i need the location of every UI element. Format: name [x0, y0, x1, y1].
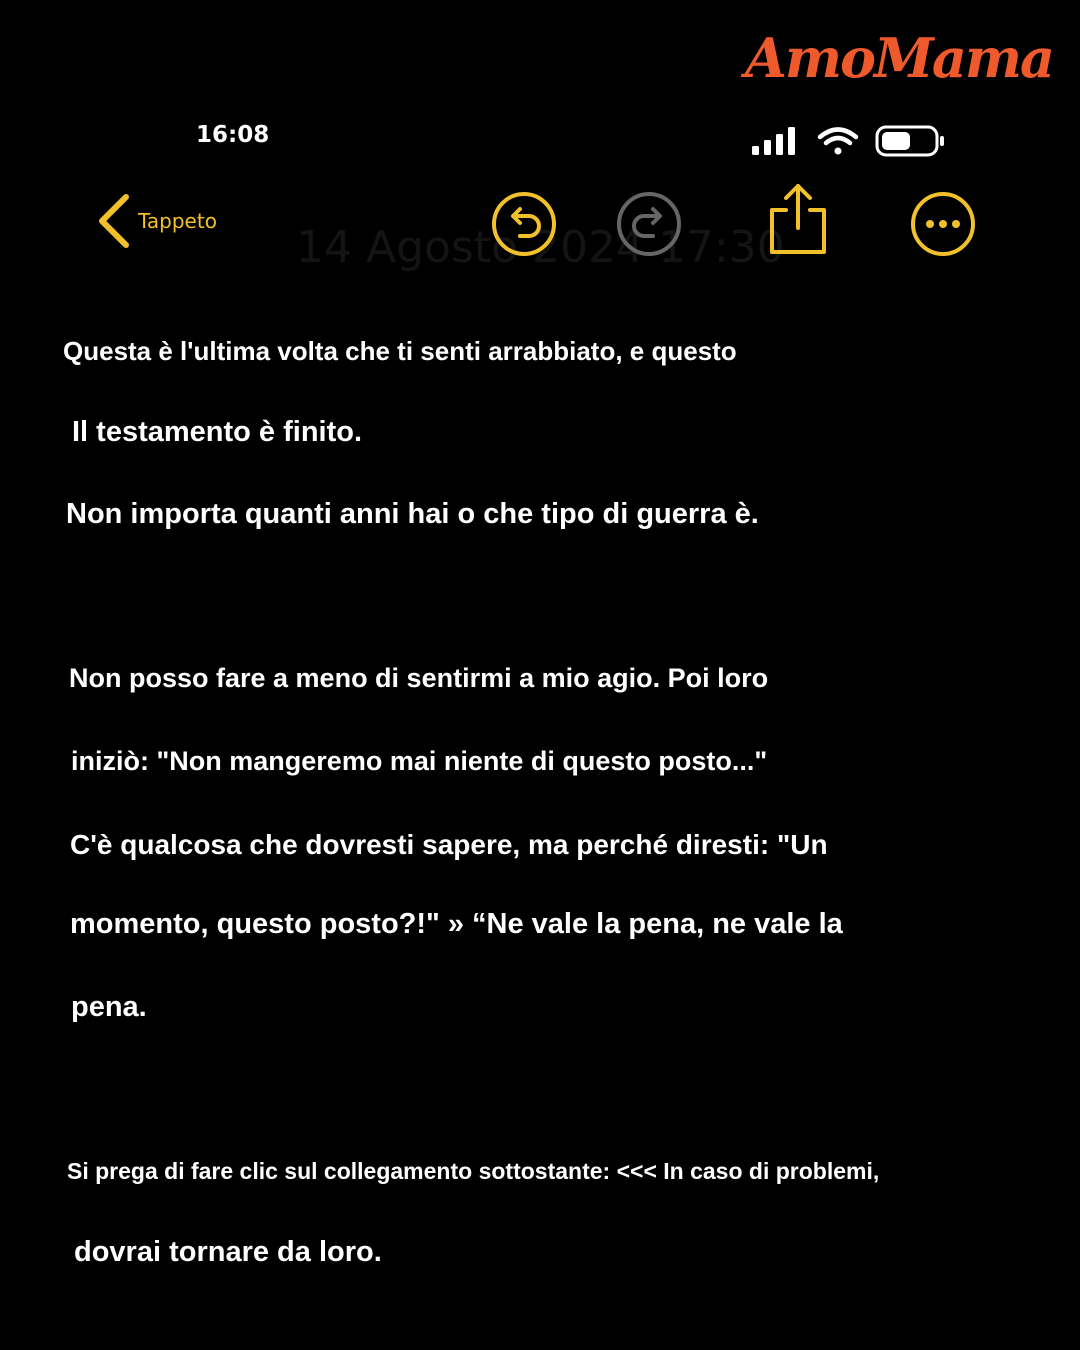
wifi-icon: [820, 130, 856, 155]
note-line: Non posso fare a meno di sentirmi a mio agio. Poi loro: [69, 663, 769, 693]
status-time: 16:08: [196, 122, 270, 148]
note-line: C'è qualcosa che dovresti sapere, ma perché diresti: "Un: [70, 829, 828, 860]
clipped-text-fragment: [78, 1306, 878, 1350]
faded-note-date: 14 Agosto 2024 17:30: [296, 222, 785, 273]
more-icon: [913, 194, 973, 254]
note-line: Il testamento è finito.: [72, 416, 363, 448]
note-line: dovrai tornare da loro.: [74, 1236, 382, 1268]
amomama-logo: AmoMama: [745, 26, 1053, 90]
redo-icon: [619, 194, 679, 254]
note-line: iniziò: "Non mangeremo mai niente di questo posto...": [71, 746, 768, 776]
battery-icon: [877, 127, 944, 155]
note-line: Questa è l'ultima volta che ti senti arrabbiato, e questo: [63, 336, 737, 366]
share-icon: [772, 186, 824, 252]
note-line: Non importa quanti anni hai o che tipo di guerra è.: [66, 498, 759, 530]
note-line: pena.: [71, 991, 147, 1023]
cellular-signal-icon: [752, 127, 795, 155]
note-line: momento, questo posto?!" » “Ne vale la pena, ne vale la: [70, 908, 843, 940]
undo-icon: [494, 194, 554, 254]
more-button[interactable]: [909, 190, 977, 258]
share-button[interactable]: [764, 180, 832, 258]
undo-button[interactable]: [490, 190, 558, 258]
back-button-label: Tappeto: [138, 209, 217, 233]
status-icons: [752, 124, 952, 160]
chevron-left-icon: [96, 191, 132, 251]
redo-button[interactable]: [615, 190, 683, 258]
back-button[interactable]: [96, 188, 236, 254]
note-line: Si prega di fare clic sul collegamento sottostante: <<< In caso di problemi,: [67, 1158, 880, 1184]
